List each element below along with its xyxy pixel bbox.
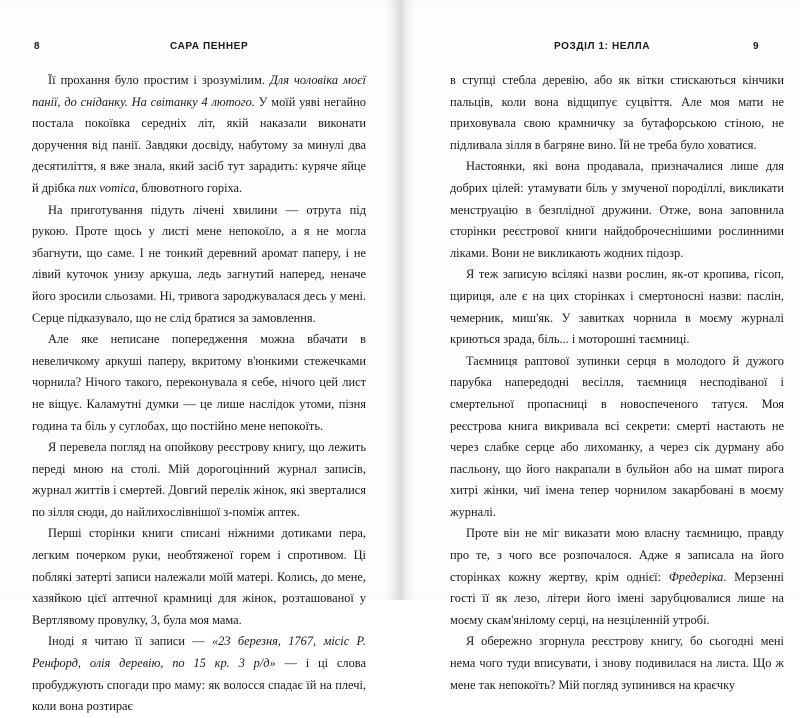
page-number: 9 bbox=[753, 41, 760, 52]
text-run: У моїй уяві негайно постала покоївка середніх літ, якій наказали виконати доручення від панії. Завдяки досвіду, набутому за минулі два десятиліття, я вже знала, який засіб тут зарадить: куряче яйце й дрібка bbox=[32, 94, 367, 195]
paragraph bbox=[32, 437, 366, 523]
paragraph bbox=[450, 351, 784, 524]
text-run: , блювотного горіха. bbox=[135, 180, 243, 195]
paragraph bbox=[450, 156, 784, 264]
text-run: Я перевела погляд на опойкову реєстрову книгу, що лежить переді мною на столі. Мій дорогоцінний журнал записів, журнал життів і смертей. Довгий перелік жінок, які зверталися по зілля сюди, до найлихослівнішої з-поміж аптек. bbox=[32, 440, 366, 519]
paragraph bbox=[450, 264, 784, 350]
text-run: в ступці стебла деревію, або як вітки стискаються кінчики пальців, коли вона відщипує суцвіття. Але моя мати не приховувала свою крамничку за бутафорською стіною, не підливала зілля в багряне вино. Їй не треба було ховатися. bbox=[450, 73, 784, 152]
text-run: . Мерзенні гості її як лезо, літери його імені зарубцювалися лише на моєму скам'янілому серці, на незціленній утробі. bbox=[450, 569, 784, 627]
text-run: Іноді я читаю її записи — bbox=[48, 634, 212, 649]
paragraph bbox=[32, 631, 366, 717]
text-run: — і ці слова пробуджують спогади про маму: як волосся спадає їй на плечі, коли вона розтирає bbox=[32, 656, 366, 714]
italic-text: nux vomica bbox=[78, 180, 136, 195]
text-run: Її прохання було простим і зрозумілим. bbox=[48, 73, 270, 87]
running-head-author: САРА ПЕННЕР bbox=[170, 41, 249, 52]
text-run: На приготування підуть лічені хвилини — отрута під рукою. Проте щось у листі мене непокоїло, а я не могла збагнути, що саме. І не тонкий деревний аромат паперу, і не лівий куточок унизу аркуша, ледь загнутий наперед, неначе його зросили сльозами. Ні, тривога зароджувалася десь у мені. Серце підказувало, що не слід братися за замовлення. bbox=[32, 202, 366, 325]
right-page bbox=[400, 0, 800, 692]
text-run: Але яке неписане попередження можна вбачати в невеличкому аркуші паперу, вкритому в'юнкими стежечками чорнила? Нічого такого, переконувала я себе, нічого цей лист не віщує. Каламутні думки — це лише наслідок утоми, пізня година та біль у суглобах, що постійно мене непокоїть. bbox=[32, 332, 366, 433]
left-page bbox=[0, 0, 400, 714]
text-run: Проте він не міг виказати мою власну таємницю, правду про те, з чого все розпочалося. Адже я записала на його сторінках кожну жертву, крім однієї: bbox=[450, 526, 784, 584]
paragraph bbox=[32, 200, 366, 330]
paragraph bbox=[450, 523, 784, 631]
italic-text: Для чоловіка моєї панії, до сніданку. На світанку 4 лютого. bbox=[32, 73, 366, 109]
paragraph bbox=[32, 523, 366, 631]
text-run: Я теж записую всілякі назви рослин, як-от кропива, гісоп, щириця, але є на цих сторінках і смертоносні назви: паслін, чемерник, миш'як. У завитках чорнила в моєму журналі криються зрада, біль... і моторошні таємниці. bbox=[450, 267, 784, 347]
page-number: 8 bbox=[34, 41, 41, 52]
running-head-chapter: РОЗДІЛ 1: НЕЛЛА bbox=[554, 41, 651, 52]
paragraph bbox=[450, 70, 784, 156]
paragraph bbox=[32, 329, 366, 437]
text-run: Таємниця раптової зупинки серця в молодого й дужого парубка напередодні весілля, таємниця несподіваної і смертельної пропасниці в новоспеченого татуся. Моя реєстрова книга викривала всі секрети: смерті настають не через слабке серце або лихоманку, а через сік дурману або пасльону, що його накрапали в бульйон або на шмат пирога хитрі жінки, чиї імена тепер чорнилом закарбовані в моєму журналі. bbox=[450, 353, 784, 519]
right-page-text bbox=[450, 70, 784, 696]
text-run: Настоянки, які вона продавала, призначалися лише для добрих цілей: утамувати біль у змученої породіллі, викликати менструацію в безплідної дружини. Отже, вона заповнила сторінки реєстрової книги найдоброчеснішими рослинними ліками. Вони не викликають жодних підозр. bbox=[450, 159, 784, 260]
text-run: Перші сторінки книги списані ніжними дотиками пера, легким почерком руки, необтяженої горем і спротивом. Ці поблякі затерті записи належали моїй матері. Колись, до мене, хазяйкою цієї аптечної крамниці для жінок, розташованої у Вертлявому провулку, 3, була моя мама. bbox=[32, 526, 366, 627]
italic-text: «23 березня, 1767, місіс Р. Ренфорд, олія деревію, по 15 кр. 3 р/д» bbox=[32, 634, 366, 671]
left-page-text bbox=[32, 70, 366, 718]
text-run: Я обережно згорнула реєстрову книгу, бо сьогодні мені нема чого туди вписувати, і знову подивилася на листа. Що ж мене так непокоїть? Мій погляд зупинився на краєчку bbox=[450, 634, 784, 692]
italic-text: Фредеріка bbox=[668, 569, 724, 584]
paragraph bbox=[450, 631, 784, 696]
paragraph bbox=[32, 70, 366, 200]
